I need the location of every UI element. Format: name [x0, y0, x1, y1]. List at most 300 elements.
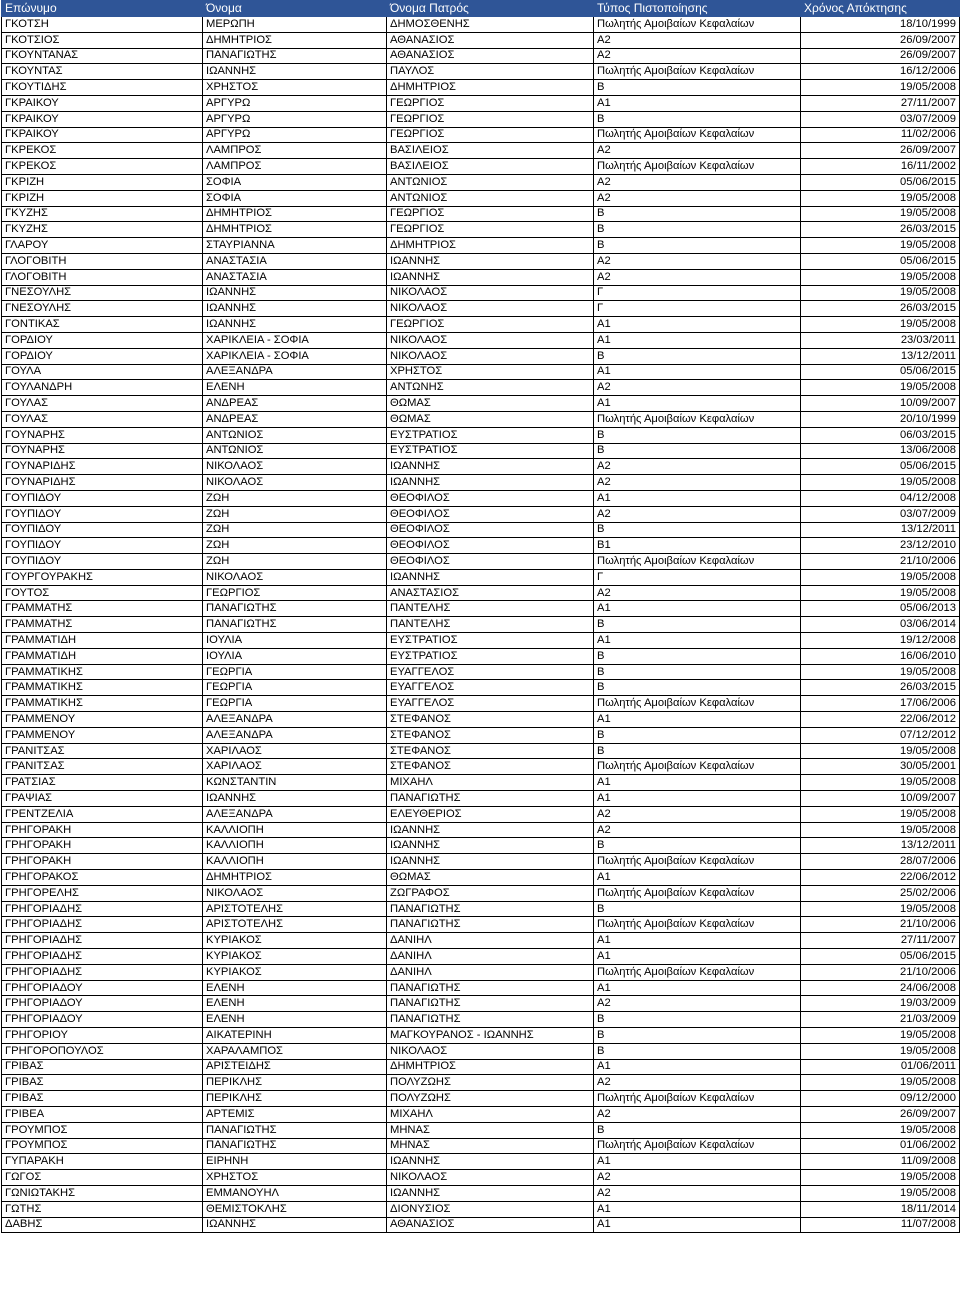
first-name-cell: ΙΩΑΝΝΗΣ [203, 791, 387, 807]
certification-type-cell: Πωλητής Αμοιβαίων Κεφαλαίων [594, 1091, 801, 1107]
certification-type-cell: Πωλητής Αμοιβαίων Κεφαλαίων [594, 964, 801, 980]
table-row [2, 1170, 960, 1186]
certification-type-cell: Β [594, 680, 801, 696]
certification-type-cell: Α2 [594, 1075, 801, 1091]
father-name-cell: ΠΑΥΛΟΣ [387, 64, 594, 80]
first-name-cell: ΧΑΡΙΛΑΟΣ [203, 759, 387, 775]
certification-type-cell: Α2 [594, 1106, 801, 1122]
table-row [2, 964, 960, 980]
certification-type-cell: Β [594, 1012, 801, 1028]
table-row [2, 1106, 960, 1122]
table-row [2, 301, 960, 317]
first-name-cell: ΕΜΜΑΝΟΥΗΛ [203, 1185, 387, 1201]
certification-type-cell: Πωλητής Αμοιβαίων Κεφαλαίων [594, 17, 801, 33]
father-name-cell: ΠΑΝΑΓΙΩΤΗΣ [387, 1012, 594, 1028]
header-row [2, 1, 960, 17]
table-row [2, 996, 960, 1012]
father-name-cell: ΒΑΣΙΛΕΙΟΣ [387, 159, 594, 175]
certification-type-cell: Πωλητής Αμοιβαίων Κεφαλαίων [594, 411, 801, 427]
surname-cell: ΓΟΥΝΑΡΙΔΗΣ [2, 459, 203, 475]
first-name-cell: ΝΙΚΟΛΑΟΣ [203, 459, 387, 475]
surname-cell: ΓΚΟΥΤΙΔΗΣ [2, 80, 203, 96]
certification-type-cell: Β [594, 838, 801, 854]
first-name-cell: ΖΩΗ [203, 554, 387, 570]
first-name-cell: ΑΡΓΥΡΩ [203, 127, 387, 143]
father-name-cell: ΑΝΑΣΤΑΣΙΟΣ [387, 585, 594, 601]
acquisition-date-cell: 21/03/2009 [801, 1012, 960, 1028]
table-row [2, 32, 960, 48]
surname-cell: ΓΛΟΓΟΒΙΤΗ [2, 253, 203, 269]
surname-cell: ΓΡΗΓΟΡΙΑΔΗΣ [2, 933, 203, 949]
acquisition-date-cell: 22/06/2012 [801, 870, 960, 886]
table-row [2, 143, 960, 159]
acquisition-date-cell: 05/06/2015 [801, 949, 960, 965]
surname-cell: ΓΟΥΛΑΣ [2, 411, 203, 427]
surname-cell: ΓΡΗΓΟΡΟΠΟΥΛΟΣ [2, 1043, 203, 1059]
first-name-cell: ΚΑΛΛΙΟΠΗ [203, 838, 387, 854]
surname-cell: ΓΝΕΣΟΥΛΗΣ [2, 285, 203, 301]
acquisition-date-cell: 19/03/2009 [801, 996, 960, 1012]
certification-type-cell: Β [594, 648, 801, 664]
first-name-cell: ΝΙΚΟΛΑΟΣ [203, 885, 387, 901]
acquisition-date-cell: 13/12/2011 [801, 838, 960, 854]
table-row [2, 648, 960, 664]
table-row [2, 1075, 960, 1091]
table-row [2, 870, 960, 886]
first-name-cell: ΑΛΕΞΑΝΔΡΑ [203, 364, 387, 380]
certification-type-cell: Α2 [594, 996, 801, 1012]
acquisition-date-cell: 26/09/2007 [801, 1106, 960, 1122]
father-name-cell: ΙΩΑΝΝΗΣ [387, 459, 594, 475]
first-name-cell: ΓΕΩΡΓΙΑ [203, 696, 387, 712]
first-name-cell: ΙΩΑΝΝΗΣ [203, 64, 387, 80]
father-name-cell: ΓΕΩΡΓΙΟΣ [387, 206, 594, 222]
surname-cell: ΓΡΗΓΟΡΙΟΥ [2, 1028, 203, 1044]
header-certification-type: Τύπος Πιστοποίησης [594, 1, 801, 17]
acquisition-date-cell: 05/06/2015 [801, 459, 960, 475]
surname-cell: ΓΡΑΜΜΑΤΙΚΗΣ [2, 664, 203, 680]
first-name-cell: ΓΕΩΡΓΙΑ [203, 664, 387, 680]
acquisition-date-cell: 19/05/2008 [801, 1122, 960, 1138]
first-name-cell: ΑΡΓΥΡΩ [203, 95, 387, 111]
first-name-cell: ΑΡΙΣΤΕΙΔΗΣ [203, 1059, 387, 1075]
surname-cell: ΓΡΗΓΟΡΙΑΔΟΥ [2, 1012, 203, 1028]
father-name-cell: ΘΕΟΦΙΛΟΣ [387, 490, 594, 506]
surname-cell: ΓΚΡΑΙΚΟΥ [2, 127, 203, 143]
father-name-cell: ΝΙΚΟΛΑΟΣ [387, 1170, 594, 1186]
surname-cell: ΓΡΑΜΜΕΝΟΥ [2, 727, 203, 743]
father-name-cell: ΙΩΑΝΝΗΣ [387, 569, 594, 585]
surname-cell: ΓΚΡΕΚΟΣ [2, 143, 203, 159]
surname-cell: ΓΟΥΛΑΣ [2, 396, 203, 412]
table-row [2, 380, 960, 396]
surname-cell: ΓΚΡΑΙΚΟΥ [2, 111, 203, 127]
surname-cell: ΓΡΗΓΟΡΕΛΗΣ [2, 885, 203, 901]
certification-type-cell: Γ [594, 285, 801, 301]
certification-type-cell: Α2 [594, 380, 801, 396]
first-name-cell: ΑΡΙΣΤΟΤΕΛΗΣ [203, 901, 387, 917]
table-row [2, 285, 960, 301]
surname-cell: ΓΩΤΗΣ [2, 1201, 203, 1217]
surname-cell: ΓΡΟΥΜΠΟΣ [2, 1138, 203, 1154]
father-name-cell: ΙΩΑΝΝΗΣ [387, 1185, 594, 1201]
acquisition-date-cell: 13/12/2011 [801, 522, 960, 538]
acquisition-date-cell: 11/09/2008 [801, 1154, 960, 1170]
first-name-cell: ΑΡΤΕΜΙΣ [203, 1106, 387, 1122]
father-name-cell: ΣΤΕΦΑΝΟΣ [387, 727, 594, 743]
certification-type-cell: Α2 [594, 459, 801, 475]
table-row [2, 459, 960, 475]
first-name-cell: ΠΕΡΙΚΛΗΣ [203, 1075, 387, 1091]
first-name-cell: ΠΕΡΙΚΛΗΣ [203, 1091, 387, 1107]
table-row [2, 111, 960, 127]
certification-type-cell: Β [594, 348, 801, 364]
acquisition-date-cell: 07/12/2012 [801, 727, 960, 743]
certification-type-cell: Α2 [594, 174, 801, 190]
surname-cell: ΓΡΗΓΟΡΙΑΔΗΣ [2, 901, 203, 917]
table-row [2, 190, 960, 206]
acquisition-date-cell: 19/05/2008 [801, 285, 960, 301]
surname-cell: ΓΡΑΝΙΤΣΑΣ [2, 759, 203, 775]
acquisition-date-cell: 05/06/2013 [801, 601, 960, 617]
acquisition-date-cell: 03/07/2009 [801, 111, 960, 127]
acquisition-date-cell: 19/05/2008 [801, 585, 960, 601]
acquisition-date-cell: 21/10/2006 [801, 554, 960, 570]
acquisition-date-cell: 19/05/2008 [801, 664, 960, 680]
surname-cell: ΓΚΥΖΗΣ [2, 222, 203, 238]
acquisition-date-cell: 27/11/2007 [801, 933, 960, 949]
father-name-cell: ΑΘΑΝΑΣΙΟΣ [387, 1217, 594, 1233]
certification-type-cell: Α1 [594, 980, 801, 996]
certification-type-cell: Α2 [594, 1170, 801, 1186]
first-name-cell: ΚΥΡΙΑΚΟΣ [203, 933, 387, 949]
father-name-cell: ΠΑΝΑΓΙΩΤΗΣ [387, 996, 594, 1012]
table-row [2, 396, 960, 412]
first-name-cell: ΧΡΗΣΤΟΣ [203, 80, 387, 96]
certification-type-cell: Α1 [594, 1154, 801, 1170]
certification-type-cell: Α1 [594, 332, 801, 348]
father-name-cell: ΔΑΝΙΗΛ [387, 933, 594, 949]
certification-type-cell: Γ [594, 569, 801, 585]
surname-cell: ΓΚΡΕΚΟΣ [2, 159, 203, 175]
first-name-cell: ΕΛΕΝΗ [203, 1012, 387, 1028]
first-name-cell: ΖΩΗ [203, 538, 387, 554]
table-row [2, 475, 960, 491]
acquisition-date-cell: 11/02/2006 [801, 127, 960, 143]
certification-type-cell: Α1 [594, 95, 801, 111]
father-name-cell: ΙΩΑΝΝΗΣ [387, 269, 594, 285]
father-name-cell: ΠΟΛΥΖΩΗΣ [387, 1075, 594, 1091]
first-name-cell: ΕΛΕΝΗ [203, 380, 387, 396]
first-name-cell: ΧΡΗΣΤΟΣ [203, 1170, 387, 1186]
father-name-cell: ΔΗΜΗΤΡΙΟΣ [387, 80, 594, 96]
first-name-cell: ΑΛΕΞΑΝΔΡΑ [203, 727, 387, 743]
table-row [2, 348, 960, 364]
surname-cell: ΓΟΥΛΑ [2, 364, 203, 380]
father-name-cell: ΕΛΕΥΘΕΡΙΟΣ [387, 806, 594, 822]
table-row [2, 317, 960, 333]
surname-cell: ΓΡΑΨΙΑΣ [2, 791, 203, 807]
surname-cell: ΓΡΑΜΜΑΤΙΔΗ [2, 648, 203, 664]
surname-cell: ΓΡΑΤΣΙΑΣ [2, 775, 203, 791]
first-name-cell: ΑΝΑΣΤΑΣΙΑ [203, 253, 387, 269]
certification-type-cell: Α2 [594, 506, 801, 522]
certification-type-cell: Α1 [594, 870, 801, 886]
surname-cell: ΓΚΡΙΖΗ [2, 190, 203, 206]
certification-type-cell: Πωλητής Αμοιβαίων Κεφαλαίων [594, 885, 801, 901]
first-name-cell: ΖΩΗ [203, 506, 387, 522]
table-row [2, 854, 960, 870]
certification-type-cell: Γ [594, 301, 801, 317]
table-row [2, 222, 960, 238]
acquisition-date-cell: 19/05/2008 [801, 822, 960, 838]
table-row [2, 633, 960, 649]
father-name-cell: ΘΕΟΦΙΛΟΣ [387, 538, 594, 554]
first-name-cell: ΣΟΦΙΑ [203, 190, 387, 206]
certification-table [1, 0, 960, 1233]
certification-type-cell: Β [594, 443, 801, 459]
first-name-cell: ΑΛΕΞΑΝΔΡΑ [203, 712, 387, 728]
acquisition-date-cell: 19/05/2008 [801, 80, 960, 96]
surname-cell: ΓΡΑΜΜΕΝΟΥ [2, 712, 203, 728]
acquisition-date-cell: 25/02/2006 [801, 885, 960, 901]
table-row [2, 80, 960, 96]
certification-type-cell: Πωλητής Αμοιβαίων Κεφαλαίων [594, 759, 801, 775]
acquisition-date-cell: 19/05/2008 [801, 569, 960, 585]
first-name-cell: ΓΕΩΡΓΙΟΣ [203, 585, 387, 601]
surname-cell: ΓΟΥΠΙΔΟΥ [2, 538, 203, 554]
table-row [2, 522, 960, 538]
table-row [2, 1122, 960, 1138]
surname-cell: ΓΡΕΝΤΖΕΛΙΑ [2, 806, 203, 822]
first-name-cell: ΘΕΜΙΣΤΟΚΛΗΣ [203, 1201, 387, 1217]
acquisition-date-cell: 23/12/2010 [801, 538, 960, 554]
table-row [2, 917, 960, 933]
certification-type-cell: Α1 [594, 633, 801, 649]
surname-cell: ΓΡΗΓΟΡΑΚΗ [2, 838, 203, 854]
surname-cell: ΓΡΑΝΙΤΣΑΣ [2, 743, 203, 759]
surname-cell: ΓΡΗΓΟΡΙΑΔΗΣ [2, 964, 203, 980]
acquisition-date-cell: 05/06/2015 [801, 364, 960, 380]
surname-cell: ΓΟΡΔΙΟΥ [2, 332, 203, 348]
surname-cell: ΓΡΑΜΜΑΤΙΚΗΣ [2, 696, 203, 712]
table-row [2, 696, 960, 712]
father-name-cell: ΕΥΑΓΓΕΛΟΣ [387, 696, 594, 712]
first-name-cell: ΧΑΡΙΛΑΟΣ [203, 743, 387, 759]
father-name-cell: ΕΥΑΓΓΕΛΟΣ [387, 664, 594, 680]
first-name-cell: ΚΩΝΣΤΑΝΤΙΝ [203, 775, 387, 791]
father-name-cell: ΔΗΜΗΤΡΙΟΣ [387, 1059, 594, 1075]
acquisition-date-cell: 18/11/2014 [801, 1201, 960, 1217]
table-row [2, 585, 960, 601]
certification-type-cell: Α2 [594, 32, 801, 48]
certification-type-cell: Β [594, 1028, 801, 1044]
first-name-cell: ΖΩΗ [203, 522, 387, 538]
first-name-cell: ΧΑΡΙΚΛΕΙΑ - ΣΟΦΙΑ [203, 332, 387, 348]
surname-cell: ΓΡΗΓΟΡΙΑΔΗΣ [2, 949, 203, 965]
surname-cell: ΓΟΥΝΑΡΗΣ [2, 443, 203, 459]
father-name-cell: ΣΤΕΦΑΝΟΣ [387, 712, 594, 728]
surname-cell: ΓΟΥΤΟΣ [2, 585, 203, 601]
table-row [2, 617, 960, 633]
father-name-cell: ΔΙΟΝΥΣΙΟΣ [387, 1201, 594, 1217]
acquisition-date-cell: 19/05/2008 [801, 380, 960, 396]
surname-cell: ΓΡΗΓΟΡΑΚΗ [2, 854, 203, 870]
father-name-cell: ΠΑΝΑΓΙΩΤΗΣ [387, 791, 594, 807]
certification-type-cell: Β [594, 238, 801, 254]
surname-cell: ΓΟΝΤΙΚΑΣ [2, 317, 203, 333]
table-row [2, 411, 960, 427]
acquisition-date-cell: 19/12/2008 [801, 633, 960, 649]
acquisition-date-cell: 19/05/2008 [801, 743, 960, 759]
acquisition-date-cell: 19/05/2008 [801, 1043, 960, 1059]
certification-type-cell: Β [594, 111, 801, 127]
surname-cell: ΓΡΙΒΑΣ [2, 1091, 203, 1107]
first-name-cell: ΠΑΝΑΓΙΩΤΗΣ [203, 617, 387, 633]
acquisition-date-cell: 03/06/2014 [801, 617, 960, 633]
table-row [2, 1138, 960, 1154]
certification-type-cell: Α2 [594, 475, 801, 491]
first-name-cell: ΠΑΝΑΓΙΩΤΗΣ [203, 1138, 387, 1154]
table-row [2, 743, 960, 759]
table-row [2, 885, 960, 901]
table-row [2, 159, 960, 175]
surname-cell: ΓΚΟΥΝΤΑΝΑΣ [2, 48, 203, 64]
acquisition-date-cell: 13/12/2011 [801, 348, 960, 364]
certification-type-cell: Β [594, 617, 801, 633]
table-row [2, 1091, 960, 1107]
first-name-cell: ΚΥΡΙΑΚΟΣ [203, 949, 387, 965]
certification-type-cell: Β [594, 427, 801, 443]
father-name-cell: ΓΕΩΡΓΙΟΣ [387, 95, 594, 111]
first-name-cell: ΑΡΙΣΤΟΤΕΛΗΣ [203, 917, 387, 933]
certification-type-cell: Β [594, 222, 801, 238]
table-row [2, 174, 960, 190]
first-name-cell: ΛΑΜΠΡΟΣ [203, 159, 387, 175]
acquisition-date-cell: 19/05/2008 [801, 806, 960, 822]
father-name-cell: ΘΕΟΦΙΛΟΣ [387, 554, 594, 570]
table-row [2, 949, 960, 965]
first-name-cell: ΑΡΓΥΡΩ [203, 111, 387, 127]
father-name-cell: ΝΙΚΟΛΑΟΣ [387, 285, 594, 301]
acquisition-date-cell: 23/03/2011 [801, 332, 960, 348]
father-name-cell: ΙΩΑΝΝΗΣ [387, 838, 594, 854]
father-name-cell: ΜΗΝΑΣ [387, 1138, 594, 1154]
acquisition-date-cell: 19/05/2008 [801, 475, 960, 491]
table-row [2, 980, 960, 996]
father-name-cell: ΕΥΣΤΡΑΤΙΟΣ [387, 427, 594, 443]
surname-cell: ΓΡΗΓΟΡΙΑΔΟΥ [2, 996, 203, 1012]
certification-type-cell: Α2 [594, 822, 801, 838]
surname-cell: ΓΟΥΠΙΔΟΥ [2, 490, 203, 506]
acquisition-date-cell: 16/06/2010 [801, 648, 960, 664]
father-name-cell: ΣΤΕΦΑΝΟΣ [387, 759, 594, 775]
first-name-cell: ΔΗΜΗΤΡΙΟΣ [203, 206, 387, 222]
table-row [2, 1043, 960, 1059]
father-name-cell: ΝΙΚΟΛΑΟΣ [387, 301, 594, 317]
first-name-cell: ΙΩΑΝΝΗΣ [203, 285, 387, 301]
acquisition-date-cell: 24/06/2008 [801, 980, 960, 996]
first-name-cell: ΚΑΛΛΙΟΠΗ [203, 854, 387, 870]
certification-type-cell: Α1 [594, 490, 801, 506]
father-name-cell: ΑΘΑΝΑΣΙΟΣ [387, 32, 594, 48]
first-name-cell: ΑΛΕΞΑΝΔΡΑ [203, 806, 387, 822]
surname-cell: ΓΛΟΓΟΒΙΤΗ [2, 269, 203, 285]
surname-cell: ΔΑΒΗΣ [2, 1217, 203, 1233]
acquisition-date-cell: 01/06/2011 [801, 1059, 960, 1075]
certification-type-cell: Πωλητής Αμοιβαίων Κεφαλαίων [594, 917, 801, 933]
father-name-cell: ΑΘΑΝΑΣΙΟΣ [387, 48, 594, 64]
acquisition-date-cell: 09/12/2000 [801, 1091, 960, 1107]
acquisition-date-cell: 19/05/2008 [801, 1075, 960, 1091]
father-name-cell: ΙΩΑΝΝΗΣ [387, 475, 594, 491]
father-name-cell: ΙΩΑΝΝΗΣ [387, 854, 594, 870]
certification-type-cell: Α1 [594, 791, 801, 807]
certification-type-cell: Β1 [594, 538, 801, 554]
header-acquisition-date: Χρόνος Απόκτησης [801, 1, 960, 17]
certification-type-cell: Α1 [594, 317, 801, 333]
father-name-cell: ΕΥΣΤΡΑΤΙΟΣ [387, 443, 594, 459]
first-name-cell: ΑΝΤΩΝΙΟΣ [203, 443, 387, 459]
table-row [2, 569, 960, 585]
first-name-cell: ΜΕΡΩΠΗ [203, 17, 387, 33]
certification-type-cell: Β [594, 664, 801, 680]
table-row [2, 253, 960, 269]
table-row [2, 1059, 960, 1075]
table-row [2, 364, 960, 380]
table-row [2, 775, 960, 791]
certification-type-cell: Α2 [594, 806, 801, 822]
acquisition-date-cell: 21/10/2006 [801, 917, 960, 933]
table-row [2, 838, 960, 854]
surname-cell: ΓΟΥΛΑΝΔΡΗ [2, 380, 203, 396]
surname-cell: ΓΡΑΜΜΑΤΙΔΗ [2, 633, 203, 649]
certification-type-cell: Πωλητής Αμοιβαίων Κεφαλαίων [594, 1138, 801, 1154]
acquisition-date-cell: 13/06/2008 [801, 443, 960, 459]
first-name-cell: ΑΙΚΑΤΕΡΙΝΗ [203, 1028, 387, 1044]
surname-cell: ΓΩΝΙΩΤΑΚΗΣ [2, 1185, 203, 1201]
surname-cell: ΓΚΥΖΗΣ [2, 206, 203, 222]
first-name-cell: ΣΟΦΙΑ [203, 174, 387, 190]
acquisition-date-cell: 19/05/2008 [801, 238, 960, 254]
acquisition-date-cell: 19/05/2008 [801, 775, 960, 791]
table-row [2, 443, 960, 459]
surname-cell: ΓΛΑΡΟΥ [2, 238, 203, 254]
table-row [2, 427, 960, 443]
table-row [2, 1185, 960, 1201]
first-name-cell: ΕΙΡΗΝΗ [203, 1154, 387, 1170]
acquisition-date-cell: 27/11/2007 [801, 95, 960, 111]
first-name-cell: ΕΛΕΝΗ [203, 996, 387, 1012]
certification-type-cell: Πωλητής Αμοιβαίων Κεφαλαίων [594, 159, 801, 175]
father-name-cell: ΠΑΝΤΕΛΗΣ [387, 617, 594, 633]
surname-cell: ΓΡΑΜΜΑΤΗΣ [2, 617, 203, 633]
acquisition-date-cell: 11/07/2008 [801, 1217, 960, 1233]
acquisition-date-cell: 19/05/2008 [801, 190, 960, 206]
acquisition-date-cell: 19/05/2008 [801, 206, 960, 222]
acquisition-date-cell: 26/09/2007 [801, 32, 960, 48]
first-name-cell: ΑΝΔΡΕΑΣ [203, 396, 387, 412]
father-name-cell: ΕΥΣΤΡΑΤΙΟΣ [387, 633, 594, 649]
acquisition-date-cell: 19/05/2008 [801, 317, 960, 333]
acquisition-date-cell: 01/06/2002 [801, 1138, 960, 1154]
table-row [2, 127, 960, 143]
certification-type-cell: Β [594, 743, 801, 759]
surname-cell: ΓΝΕΣΟΥΛΗΣ [2, 301, 203, 317]
table-row [2, 238, 960, 254]
certification-type-cell: Πωλητής Αμοιβαίων Κεφαλαίων [594, 854, 801, 870]
father-name-cell: ΠΑΝΑΓΙΩΤΗΣ [387, 917, 594, 933]
